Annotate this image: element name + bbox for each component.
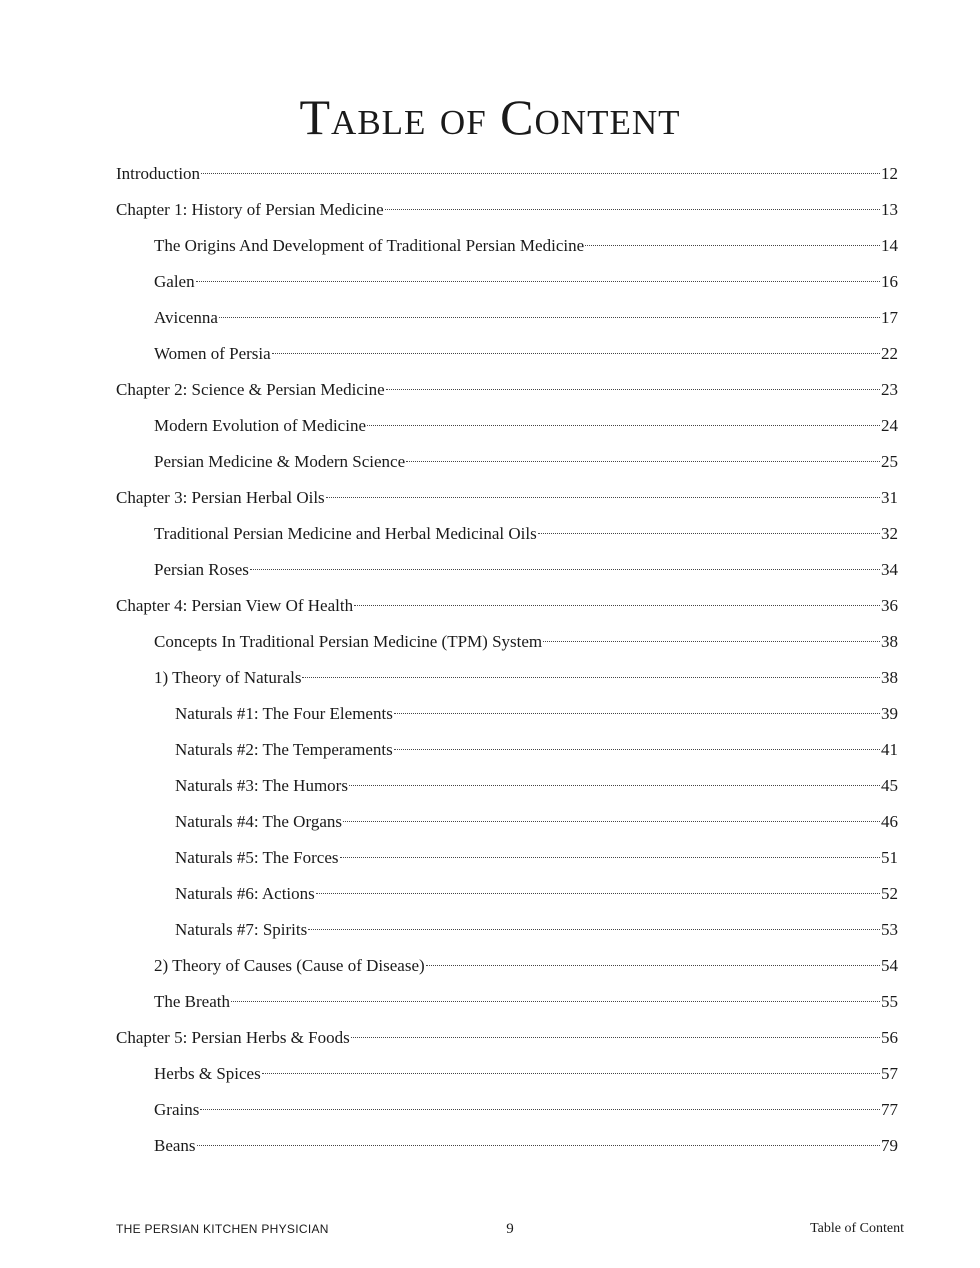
toc-entry[interactable] — [116, 300, 898, 336]
footer-section-title: Table of Content — [810, 1221, 904, 1236]
toc-entry[interactable] — [116, 336, 898, 372]
toc-entry-label: Chapter 2: Science & Persian Medicine — [116, 380, 385, 399]
toc-entry-page-number: 32 — [881, 524, 898, 543]
toc-entry-page-number: 55 — [881, 992, 898, 1011]
toc-entry-page-number: 23 — [881, 380, 898, 399]
toc-entry-page-number: 79 — [881, 1136, 898, 1155]
toc-entry-page-number: 39 — [881, 704, 898, 723]
toc-entry-label: Modern Evolution of Medicine — [154, 416, 366, 435]
toc-dot-leader — [394, 749, 880, 750]
toc-entry-page-number: 77 — [881, 1100, 898, 1119]
toc-entry[interactable] — [116, 264, 898, 300]
toc-entry-label: Naturals #4: The Organs — [175, 812, 342, 831]
toc-entry-page-number: 13 — [881, 200, 898, 219]
toc-entry-label: Persian Roses — [154, 560, 249, 579]
toc-entry[interactable] — [116, 552, 898, 588]
toc-entry-label: Avicenna — [154, 308, 218, 327]
toc-entry[interactable] — [116, 156, 898, 192]
toc-entry[interactable] — [116, 624, 898, 660]
toc-entry-page-number: 36 — [881, 596, 898, 615]
toc-entry-page-number: 54 — [881, 956, 898, 975]
toc-entry-page-number: 34 — [881, 560, 898, 579]
toc-entry-label: Chapter 4: Persian View Of Health — [116, 596, 354, 615]
toc-dot-leader — [196, 281, 880, 282]
toc-dot-leader — [316, 893, 880, 894]
toc-entry-page-number: 14 — [881, 236, 898, 255]
toc-entry[interactable] — [116, 516, 898, 552]
footer-page-number: 9 — [506, 1221, 514, 1237]
toc-entry-page-number: 53 — [881, 920, 898, 939]
toc-dot-leader — [340, 857, 880, 858]
toc-dot-leader — [197, 1145, 880, 1146]
table-of-contents — [116, 156, 898, 1164]
toc-entry-page-number: 38 — [881, 632, 898, 651]
toc-dot-leader — [349, 785, 880, 786]
toc-dot-leader — [538, 533, 880, 534]
toc-entry[interactable] — [116, 1020, 898, 1056]
toc-dot-leader — [272, 353, 880, 354]
toc-entry[interactable] — [116, 984, 898, 1020]
toc-entry-label: Naturals #7: Spirits — [175, 920, 308, 939]
toc-entry-label: Galen — [154, 272, 195, 291]
toc-dot-leader — [262, 1073, 880, 1074]
toc-entry-page-number: 41 — [881, 740, 898, 759]
toc-entry-page-number: 31 — [881, 488, 898, 507]
toc-entry-label: Naturals #2: The Temperaments — [175, 740, 393, 759]
toc-dot-leader — [386, 389, 880, 390]
toc-entry-label: Beans — [154, 1136, 196, 1155]
toc-dot-leader — [200, 1109, 880, 1110]
toc-entry-page-number: 16 — [881, 272, 898, 291]
toc-entry-label: Traditional Persian Medicine and Herbal Medicinal Oils — [154, 524, 537, 543]
toc-dot-leader — [394, 713, 880, 714]
toc-entry[interactable] — [116, 876, 898, 912]
toc-entry-label: Persian Medicine & Modern Science — [154, 452, 406, 471]
footer-book-title: THE PERSIAN KITCHEN PHYSICIAN — [116, 1222, 329, 1236]
toc-entry-page-number: 17 — [881, 308, 898, 327]
toc-entry-page-number: 52 — [881, 884, 898, 903]
toc-entry[interactable] — [116, 1092, 898, 1128]
toc-entry-label: 1) Theory of Naturals — [154, 668, 302, 687]
toc-entry[interactable] — [116, 912, 898, 948]
toc-entry-label: Concepts In Traditional Persian Medicine (TPM) System — [154, 632, 543, 651]
toc-entry[interactable] — [116, 804, 898, 840]
toc-entry-page-number: 24 — [881, 416, 898, 435]
toc-entry[interactable] — [116, 408, 898, 444]
toc-entry[interactable] — [116, 696, 898, 732]
toc-entry-page-number: 51 — [881, 848, 898, 867]
toc-entry[interactable] — [116, 1128, 898, 1164]
toc-entry-label: Women of Persia — [154, 344, 271, 363]
toc-entry-label: Naturals #1: The Four Elements — [175, 704, 393, 723]
page-footer — [116, 1218, 904, 1240]
toc-dot-leader — [385, 209, 880, 210]
toc-dot-leader — [426, 965, 880, 966]
toc-dot-leader — [219, 317, 880, 318]
toc-dot-leader — [367, 425, 880, 426]
toc-dot-leader — [351, 1037, 880, 1038]
toc-entry-page-number: 38 — [881, 668, 898, 687]
toc-entry-page-number: 12 — [881, 164, 898, 183]
toc-dot-leader — [201, 173, 880, 174]
toc-dot-leader — [406, 461, 880, 462]
toc-entry-label: Naturals #6: Actions — [175, 884, 315, 903]
toc-entry-page-number: 25 — [881, 452, 898, 471]
toc-entry[interactable] — [116, 192, 898, 228]
toc-entry[interactable] — [116, 228, 898, 264]
page-title: Table of Content — [299, 89, 681, 145]
toc-entry[interactable] — [116, 660, 898, 696]
toc-dot-leader — [354, 605, 880, 606]
toc-entry-label: Chapter 5: Persian Herbs & Foods — [116, 1028, 350, 1047]
toc-entry-label: 2) Theory of Causes (Cause of Disease) — [154, 956, 425, 975]
toc-entry[interactable] — [116, 1056, 898, 1092]
toc-entry[interactable] — [116, 444, 898, 480]
toc-entry-label: Naturals #3: The Humors — [175, 776, 348, 795]
toc-dot-leader — [250, 569, 880, 570]
toc-entry[interactable] — [116, 840, 898, 876]
toc-entry[interactable] — [116, 948, 898, 984]
toc-dot-leader — [302, 677, 880, 678]
toc-dot-leader — [543, 641, 880, 642]
toc-entry-page-number: 57 — [881, 1064, 898, 1083]
toc-dot-leader — [326, 497, 880, 498]
toc-entry[interactable] — [116, 480, 898, 516]
toc-entry-label: Chapter 1: History of Persian Medicine — [116, 200, 384, 219]
toc-entry[interactable] — [116, 372, 898, 408]
toc-dot-leader — [585, 245, 880, 246]
toc-entry-label: Naturals #5: The Forces — [175, 848, 339, 867]
toc-entry-label: Herbs & Spices — [154, 1064, 261, 1083]
toc-entry-label: The Breath — [154, 992, 230, 1011]
toc-entry-page-number: 22 — [881, 344, 898, 363]
toc-entry-page-number: 56 — [881, 1028, 898, 1047]
toc-dot-leader — [231, 1001, 880, 1002]
toc-dot-leader — [343, 821, 880, 822]
toc-dot-leader — [308, 929, 880, 930]
toc-entry-page-number: 46 — [881, 812, 898, 831]
toc-entry-label: The Origins And Development of Traditional Persian Medicine — [154, 236, 585, 255]
toc-entry-page-number: 45 — [881, 776, 898, 795]
toc-entry[interactable] — [116, 588, 898, 624]
toc-entry-label: Introduction — [116, 164, 201, 183]
toc-entry[interactable] — [116, 732, 898, 768]
toc-entry[interactable] — [116, 768, 898, 804]
toc-entry-label: Grains — [154, 1100, 200, 1119]
toc-entry-label: Chapter 3: Persian Herbal Oils — [116, 488, 325, 507]
